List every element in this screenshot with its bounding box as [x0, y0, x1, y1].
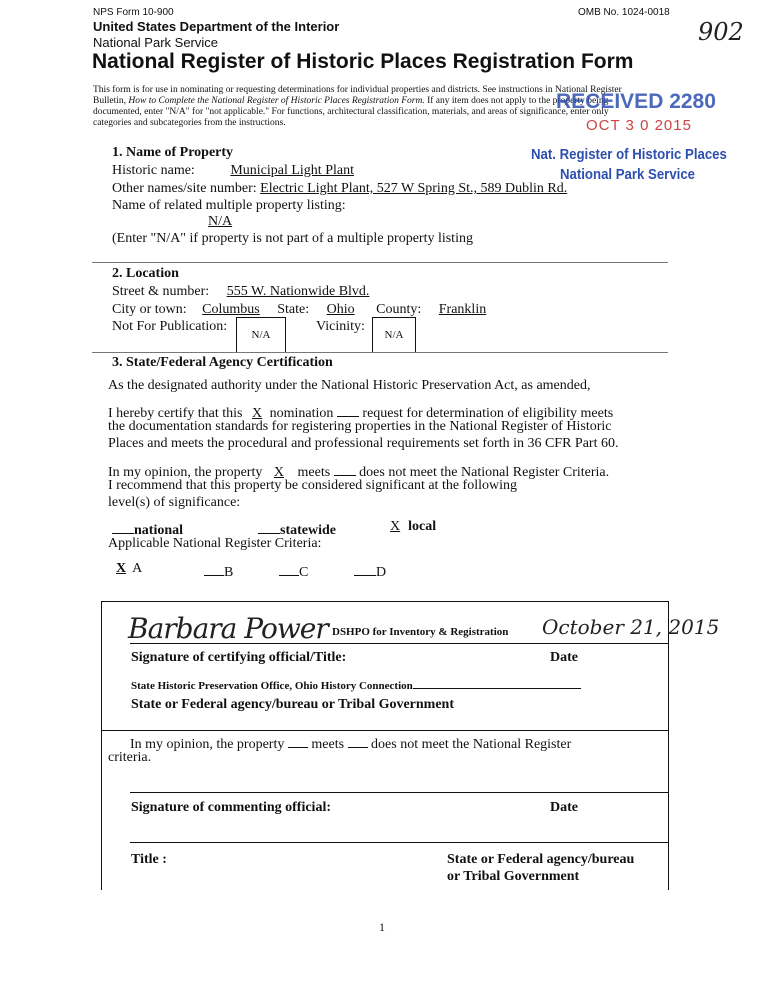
vicinity-box[interactable]: N/A — [372, 317, 416, 353]
criterion-mark — [279, 561, 299, 576]
comment-opinion-text: meets — [311, 737, 345, 752]
criterion-label: B — [224, 565, 234, 580]
section-2-heading: 2. Location — [112, 266, 179, 281]
instructions-line — [93, 96, 622, 107]
criterion-mark — [204, 561, 224, 576]
other-names-row — [112, 181, 591, 197]
office-row — [131, 678, 581, 692]
office-blank — [413, 678, 581, 689]
criterion-b[interactable] — [204, 561, 233, 581]
certify-text: request for determination of eligibility meets — [362, 406, 614, 421]
county-label: County: — [376, 302, 422, 317]
form-title: National Register of Historic Places Registration Form — [92, 50, 634, 73]
level-label: statewide — [280, 523, 336, 538]
level-label: national — [134, 523, 184, 538]
meets-mark[interactable]: X — [273, 465, 284, 480]
criterion-mark: X — [116, 561, 127, 576]
instructions-text: If any item does not apply to the property being — [424, 96, 609, 106]
level-local[interactable] — [382, 519, 436, 535]
other-names-label: Other names/site number: — [112, 181, 257, 196]
historic-name-value: Municipal Light Plant — [230, 163, 354, 178]
criterion-label: C — [299, 565, 309, 580]
instructions — [93, 85, 622, 129]
criterion-label: D — [376, 565, 387, 580]
commenting-title-label: Title : — [131, 852, 167, 867]
park-service-stamp: National Park Service — [560, 166, 696, 183]
comment-opinion-line-2: criteria. — [108, 750, 152, 765]
street-value: 555 W. Nationwide Blvd. — [226, 284, 370, 299]
vicinity-label: Vicinity: — [316, 319, 365, 334]
related-listing-value — [112, 214, 568, 230]
comment-signature-line[interactable] — [130, 792, 668, 793]
related-listing-value-text: N/A — [208, 214, 233, 229]
criterion-mark — [354, 561, 376, 576]
section-3-heading: 3. State/Federal Agency Certification — [112, 355, 333, 370]
city-row — [112, 302, 506, 318]
received-stamp: RECEIVED 2280 — [556, 90, 716, 113]
handwritten-number: 902 — [698, 18, 744, 46]
street-row — [112, 284, 545, 300]
recommend-line-1: I recommend that this property be considered significant at the following — [108, 478, 517, 493]
city-value: Columbus — [202, 302, 260, 317]
commenting-agency-line-1: State or Federal agency/bureau — [447, 852, 635, 867]
certifying-signature: Barbara Power — [128, 612, 328, 645]
service-name: National Park Service — [93, 35, 218, 50]
criterion-d[interactable] — [354, 561, 386, 581]
authority-text: As the designated authority under the National Historic Preservation Act, as amended, — [108, 378, 591, 393]
request-mark[interactable] — [337, 402, 359, 417]
signature-line — [130, 643, 668, 644]
page-number: 1 — [379, 920, 385, 934]
omb-number: OMB No. 1024-0018 — [578, 7, 670, 18]
other-names-value: Electric Light Plant, 527 W Spring St., 589 Dublin Rd. — [260, 181, 568, 196]
criterion-c[interactable] — [279, 561, 308, 581]
level-label: local — [408, 519, 437, 534]
comment-opinion-text: does not meet the National Register — [371, 737, 572, 752]
department-name: United States Department of the Interior — [93, 19, 340, 34]
commenting-signature-label: Signature of commenting official: — [131, 800, 331, 815]
certify-line-2: the documentation standards for registering properties in the National Register of Historic — [108, 419, 612, 434]
divider — [92, 262, 668, 263]
county-value: Franklin — [438, 302, 487, 317]
received-date-stamp: OCT 3 0 2015 — [586, 117, 692, 134]
level-mark — [258, 519, 280, 534]
comment-opinion-row — [130, 733, 571, 753]
comment-meets-mark[interactable] — [288, 733, 308, 748]
commenting-agency-line-2: or Tribal Government — [447, 869, 580, 884]
certify-text: I hereby certify that this — [108, 406, 243, 421]
certify-text: nomination — [269, 406, 334, 421]
street-label: Street & number: — [112, 284, 210, 299]
not-for-publication-label: Not For Publication: — [112, 319, 228, 334]
commenting-date-label: Date — [550, 800, 578, 815]
instructions-line: documented, enter "N/A" for "not applicable." For functions, architectural classification, materials, and areas of significance, enter only — [93, 107, 609, 117]
certifying-agency-label: State or Federal agency/bureau or Tribal Government — [131, 697, 455, 712]
divider — [92, 352, 668, 353]
state-label: State: — [277, 302, 310, 317]
state-value: Ohio — [326, 302, 355, 317]
related-listing-note: (Enter "N/A" if property is not part of a multiple property listing — [112, 231, 473, 246]
register-stamp: Nat. Register of Historic Places — [531, 146, 727, 163]
instructions-line: This form is for use in nominating or requesting determinations for individual properties and districts. See instructions in National Register — [93, 85, 622, 95]
certify-line-3: Places and meets the procedural and professional requirements set forth in 36 CFR Part 60. — [108, 436, 619, 451]
city-label: City or town: — [112, 302, 187, 317]
level-mark — [112, 519, 134, 534]
handwritten-date: October 21, 2015 — [542, 615, 720, 639]
opinion-text: does not meet the National Register Criteria. — [359, 465, 610, 480]
not-for-publication-box[interactable]: N/A — [236, 317, 286, 353]
certifying-signature-label: Signature of certifying official/Title: — [131, 650, 347, 665]
related-listing-label: Name of related multiple property listing: — [112, 198, 346, 213]
certifying-date-label: Date — [550, 650, 578, 665]
comment-does-not-meet-mark[interactable] — [348, 733, 368, 748]
title-line[interactable] — [130, 842, 668, 843]
office-name: State Historic Preservation Office, Ohio History Connection — [131, 680, 413, 692]
instructions-text: Bulletin, — [93, 96, 126, 106]
section-1-heading: 1. Name of Property — [112, 145, 234, 160]
nomination-mark[interactable]: X — [252, 406, 263, 421]
certifying-agency-line: DSHPO for Inventory & Registration — [332, 626, 509, 638]
historic-name-row — [112, 163, 452, 179]
recommend-line-2: level(s) of significance: — [108, 495, 241, 510]
level-mark: X — [390, 519, 401, 534]
form-number: NPS Form 10-900 — [93, 7, 174, 18]
opinion-text: meets — [297, 465, 331, 480]
historic-name-label: Historic name: — [112, 163, 195, 178]
comment-opinion-text: In my opinion, the property — [130, 737, 285, 752]
criteria-label: Applicable National Register Criteria: — [108, 536, 322, 551]
criterion-label: A — [132, 561, 143, 576]
does-not-meet-mark[interactable] — [334, 461, 356, 476]
criterion-a[interactable] — [116, 561, 142, 577]
opinion-text: In my opinion, the property — [108, 465, 263, 480]
instructions-line: categories and subcategories from the instructions. — [93, 118, 286, 128]
instructions-bulletin-title: How to Complete the National Register of Historic Places Registration Form. — [128, 96, 425, 106]
